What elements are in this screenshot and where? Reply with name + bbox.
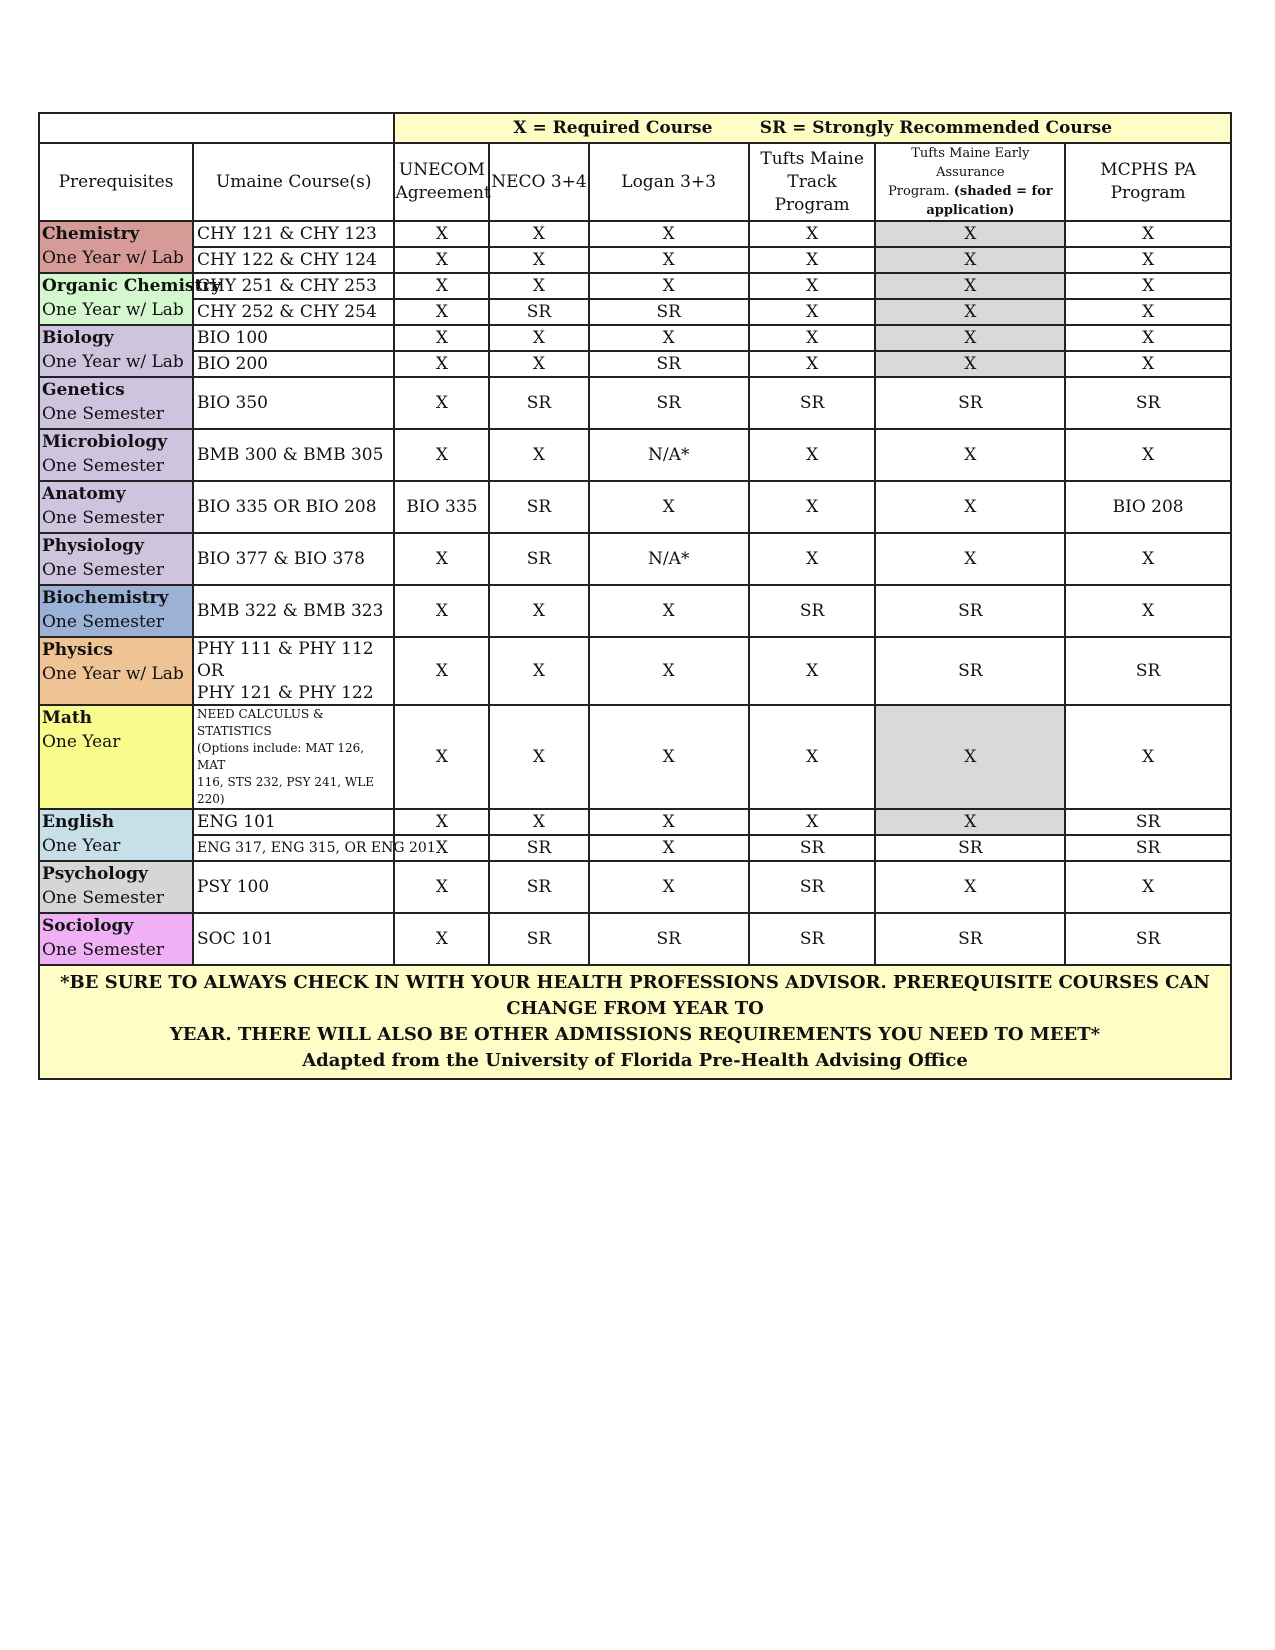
course-cell: SOC 101 xyxy=(193,913,394,965)
tufts-early-value: X xyxy=(875,861,1065,913)
subject-cell xyxy=(39,861,193,913)
footer-note xyxy=(39,965,1231,1079)
subject-duration: One Semester xyxy=(42,560,164,580)
subject-cell xyxy=(39,705,193,809)
course-line: 116, STS 232, PSY 241, WLE 220) xyxy=(197,775,374,806)
course-cell: PSY 100 xyxy=(193,861,394,913)
subject-duration: One Year w/ Lab xyxy=(42,352,184,372)
table-row xyxy=(39,809,1231,835)
mcphs-value: SR xyxy=(1065,835,1231,861)
table-row xyxy=(39,705,1231,809)
subject-duration: One Semester xyxy=(42,940,164,960)
course-cell: CHY 251 & CHY 253 xyxy=(193,273,394,299)
logan-value: X xyxy=(589,325,749,351)
tufts-value: X xyxy=(749,273,876,299)
neco-value: SR xyxy=(489,533,588,585)
mcphs-value: SR xyxy=(1065,913,1231,965)
tufts-value: X xyxy=(749,637,876,705)
logan-value: X xyxy=(589,809,749,835)
logan-value: X xyxy=(589,221,749,247)
prerequisite-table xyxy=(38,112,1232,1080)
table-row xyxy=(39,377,1231,429)
header-row xyxy=(39,143,1231,221)
subject-cell xyxy=(39,809,193,861)
course-cell: CHY 121 & CHY 123 xyxy=(193,221,394,247)
course-cell: BIO 350 xyxy=(193,377,394,429)
unecom-value: X xyxy=(394,705,489,809)
subject-name: Math xyxy=(42,708,93,728)
legend xyxy=(394,113,1231,143)
unecom-value: X xyxy=(394,835,489,861)
neco-value: X xyxy=(489,351,588,377)
unecom-value: X xyxy=(394,637,489,705)
tufts-value: SR xyxy=(749,835,876,861)
logan-value: X xyxy=(589,273,749,299)
subject-cell xyxy=(39,221,193,273)
tufts-value: X xyxy=(749,247,876,273)
mcphs-value: X xyxy=(1065,351,1231,377)
subject-name: Anatomy xyxy=(42,484,126,504)
tufts-value: SR xyxy=(749,913,876,965)
logan-value: SR xyxy=(589,351,749,377)
neco-value: X xyxy=(489,585,588,637)
subject-name: Psychology xyxy=(42,864,148,884)
tufts-early-value: X xyxy=(875,299,1065,325)
neco-value: X xyxy=(489,221,588,247)
course-cell: BIO 377 & BIO 378 xyxy=(193,533,394,585)
mcphs-value: SR xyxy=(1065,809,1231,835)
subject-cell xyxy=(39,585,193,637)
tufts-early-value: SR xyxy=(875,637,1065,705)
tufts-value: X xyxy=(749,533,876,585)
subject-duration: One Semester xyxy=(42,508,164,528)
mcphs-value: X xyxy=(1065,585,1231,637)
unecom-value: X xyxy=(394,533,489,585)
unecom-value: X xyxy=(394,429,489,481)
course-cell: ENG 317, ENG 315, OR ENG 201 xyxy=(193,835,394,861)
neco-value: SR xyxy=(489,913,588,965)
course-cell: BIO 100 xyxy=(193,325,394,351)
neco-value: X xyxy=(489,325,588,351)
unecom-value: X xyxy=(394,273,489,299)
subject-name: Organic Chemistry xyxy=(42,276,222,296)
legend-recommended: SR = Strongly Recommended Course xyxy=(759,118,1113,138)
header-umaine-courses: Umaine Course(s) xyxy=(193,143,394,221)
logan-value: N/A* xyxy=(589,429,749,481)
table-row xyxy=(39,481,1231,533)
tufts-early-value: X xyxy=(875,273,1065,299)
tufts-early-value: SR xyxy=(875,913,1065,965)
subject-name: Genetics xyxy=(42,380,125,400)
tufts-early-value: X xyxy=(875,429,1065,481)
subject-cell xyxy=(39,481,193,533)
neco-value: X xyxy=(489,809,588,835)
table-row xyxy=(39,247,1231,273)
subject-cell xyxy=(39,377,193,429)
mcphs-value: SR xyxy=(1065,637,1231,705)
tufts-value: X xyxy=(749,351,876,377)
mcphs-value: X xyxy=(1065,221,1231,247)
tufts-value: X xyxy=(749,705,876,809)
tufts-value: SR xyxy=(749,585,876,637)
footer-line2: YEAR. THERE WILL ALSO BE OTHER ADMISSIONS REQUIREMENTS YOU NEED TO MEET* xyxy=(169,1024,1101,1045)
mcphs-value: SR xyxy=(1065,377,1231,429)
header-unecom-line2: Agreement xyxy=(395,183,491,203)
subject-name: Biochemistry xyxy=(42,588,169,608)
subject-duration: One Year w/ Lab xyxy=(42,664,184,684)
neco-value: SR xyxy=(489,299,588,325)
unecom-value: X xyxy=(394,351,489,377)
footer-row xyxy=(39,965,1231,1079)
tufts-early-value: SR xyxy=(875,377,1065,429)
subject-duration: One Semester xyxy=(42,888,164,908)
header-tufts-early-line3: application) xyxy=(926,203,1015,218)
table-row xyxy=(39,585,1231,637)
subject-duration: One Year xyxy=(42,836,121,856)
tufts-early-value: X xyxy=(875,325,1065,351)
tufts-value: X xyxy=(749,481,876,533)
unecom-value: X xyxy=(394,247,489,273)
legend-blank xyxy=(39,113,394,143)
table-row xyxy=(39,325,1231,351)
unecom-value: X xyxy=(394,809,489,835)
unecom-value: X xyxy=(394,325,489,351)
unecom-value: X xyxy=(394,377,489,429)
mcphs-value: X xyxy=(1065,273,1231,299)
table-row xyxy=(39,913,1231,965)
subject-name: Microbiology xyxy=(42,432,168,452)
course-cell: ENG 101 xyxy=(193,809,394,835)
header-prerequisites: Prerequisites xyxy=(39,143,193,221)
legend-row xyxy=(39,113,1231,143)
course-cell: CHY 252 & CHY 254 xyxy=(193,299,394,325)
unecom-value: X xyxy=(394,221,489,247)
subject-name: Chemistry xyxy=(42,224,140,244)
table-row xyxy=(39,835,1231,861)
neco-value: SR xyxy=(489,861,588,913)
course-cell xyxy=(193,705,394,809)
tufts-value: X xyxy=(749,809,876,835)
tufts-value: X xyxy=(749,325,876,351)
logan-value: N/A* xyxy=(589,533,749,585)
mcphs-value: X xyxy=(1065,325,1231,351)
tufts-value: X xyxy=(749,299,876,325)
subject-duration: One Semester xyxy=(42,456,164,476)
logan-value: X xyxy=(589,481,749,533)
subject-duration: One Year xyxy=(42,732,121,752)
neco-value: SR xyxy=(489,481,588,533)
tufts-value: X xyxy=(749,221,876,247)
course-line: PHY 111 & PHY 112 OR xyxy=(197,639,374,681)
header-tufts-line2: Track Program xyxy=(774,171,850,215)
logan-value: X xyxy=(589,637,749,705)
neco-value: X xyxy=(489,637,588,705)
logan-value: X xyxy=(589,705,749,809)
subject-cell xyxy=(39,273,222,325)
table-row xyxy=(39,637,1231,705)
tufts-early-value: X xyxy=(875,705,1065,809)
subject-name: Physiology xyxy=(42,536,144,556)
tufts-early-value: SR xyxy=(875,835,1065,861)
subject-name: Sociology xyxy=(42,916,134,936)
mcphs-value: X xyxy=(1065,705,1231,809)
footer-line3: Adapted from the University of Florida Pre-Health Advising Office xyxy=(302,1050,968,1071)
tufts-early-value: SR xyxy=(875,585,1065,637)
tufts-early-value: X xyxy=(875,221,1065,247)
neco-value: SR xyxy=(489,835,588,861)
table-row xyxy=(39,429,1231,481)
legend-required: X = Required Course xyxy=(513,118,713,138)
course-line: NEED CALCULUS & STATISTICS xyxy=(197,707,324,738)
header-tufts-early-line1: Tufts Maine Early Assurance xyxy=(911,146,1030,180)
neco-value: X xyxy=(489,273,588,299)
header-logan: Logan 3+3 xyxy=(589,143,749,221)
logan-value: X xyxy=(589,247,749,273)
table-row xyxy=(39,221,1231,247)
neco-value: X xyxy=(489,429,588,481)
mcphs-value: X xyxy=(1065,861,1231,913)
course-cell: BMB 322 & BMB 323 xyxy=(193,585,394,637)
course-line: (Options include: MAT 126, MAT xyxy=(197,741,365,772)
logan-value: X xyxy=(589,861,749,913)
course-cell: BIO 335 OR BIO 208 xyxy=(193,481,394,533)
table-row xyxy=(39,273,1231,299)
neco-value: X xyxy=(489,705,588,809)
subject-duration: One Year w/ Lab xyxy=(42,248,184,268)
mcphs-value: BIO 208 xyxy=(1065,481,1231,533)
logan-value: SR xyxy=(589,299,749,325)
course-cell: BIO 200 xyxy=(193,351,394,377)
mcphs-value: X xyxy=(1065,429,1231,481)
subject-cell xyxy=(39,533,193,585)
neco-value: X xyxy=(489,247,588,273)
header-tufts-early-line2b: (shaded = for xyxy=(953,184,1053,199)
table-row xyxy=(39,861,1231,913)
tufts-early-value: X xyxy=(875,247,1065,273)
subject-name: English xyxy=(42,812,115,832)
mcphs-value: X xyxy=(1065,247,1231,273)
table-row xyxy=(39,351,1231,377)
unecom-value: X xyxy=(394,913,489,965)
tufts-early-value: X xyxy=(875,533,1065,585)
subject-cell xyxy=(39,913,193,965)
header-tufts xyxy=(749,143,876,221)
subject-cell xyxy=(39,429,193,481)
tufts-value: X xyxy=(749,429,876,481)
tufts-early-value: X xyxy=(875,809,1065,835)
subject-duration: One Year w/ Lab xyxy=(42,300,184,320)
tufts-value: SR xyxy=(749,377,876,429)
neco-value: SR xyxy=(489,377,588,429)
logan-value: X xyxy=(589,835,749,861)
tufts-early-value: X xyxy=(875,481,1065,533)
subject-duration: One Semester xyxy=(42,612,164,632)
subject-name: Physics xyxy=(42,640,113,660)
subject-duration: One Semester xyxy=(42,404,164,424)
logan-value: X xyxy=(589,585,749,637)
unecom-value: X xyxy=(394,299,489,325)
header-unecom-line1: UNECOM xyxy=(398,160,485,180)
header-unecom xyxy=(394,143,489,221)
subject-cell xyxy=(39,637,193,705)
header-mcphs: MCPHS PA Program xyxy=(1065,143,1231,221)
course-line: PHY 121 & PHY 122 xyxy=(197,683,374,703)
footer-line1: *BE SURE TO ALWAYS CHECK IN WITH YOUR HEALTH PROFESSIONS ADVISOR. PREREQUISITE COURSES CAN CHANGE FROM YEAR TO xyxy=(60,972,1210,1019)
mcphs-value: X xyxy=(1065,533,1231,585)
header-tufts-line1: Tufts Maine xyxy=(760,148,864,169)
logan-value: SR xyxy=(589,377,749,429)
unecom-value: X xyxy=(394,585,489,637)
subject-name: Biology xyxy=(42,328,114,348)
unecom-value: X xyxy=(394,861,489,913)
logan-value: SR xyxy=(589,913,749,965)
tufts-early-value: X xyxy=(875,351,1065,377)
course-cell xyxy=(193,637,394,705)
table-row xyxy=(39,533,1231,585)
unecom-value: BIO 335 xyxy=(394,481,489,533)
tufts-value: SR xyxy=(749,861,876,913)
header-tufts-early-line2a: Program. xyxy=(888,184,950,199)
mcphs-value: X xyxy=(1065,299,1231,325)
table-row xyxy=(39,299,1231,325)
course-cell: CHY 122 & CHY 124 xyxy=(193,247,394,273)
header-neco: NECO 3+4 xyxy=(489,143,588,221)
header-tufts-early-assurance xyxy=(875,143,1065,221)
course-cell: BMB 300 & BMB 305 xyxy=(193,429,394,481)
subject-cell xyxy=(39,325,193,377)
